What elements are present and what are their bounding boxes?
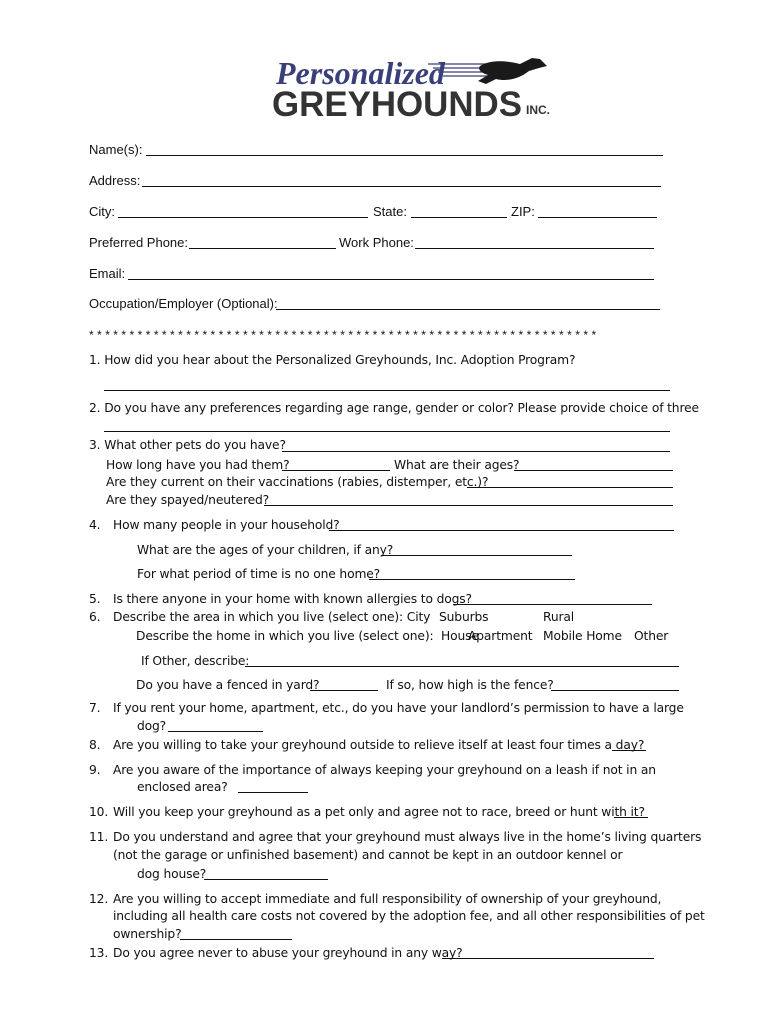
q3-answer-field[interactable] — [282, 451, 670, 452]
q11-text-cont1: (not the garage or unfinished basement) and cannot be kept in an outdoor kennel or — [113, 848, 623, 862]
q13-number: 13. — [89, 946, 109, 960]
city-label: City: — [89, 204, 115, 219]
email-field[interactable] — [128, 279, 654, 280]
address-label: Address: — [89, 173, 141, 188]
q9-number: 9. — [89, 763, 101, 777]
q7-text-cont: dog? — [137, 719, 167, 733]
q12-text: Are you willing to accept immediate and full responsibility of ownership of your greyhound, — [113, 892, 662, 906]
greyhound-silhouette-icon — [428, 58, 547, 84]
q6b-option-other[interactable]: Other — [634, 629, 669, 643]
q6-option-suburbs[interactable]: Suburbs — [439, 610, 489, 624]
q11-text: Do you understand and agree that your greyhound must always live in the home’s living quarters — [113, 830, 702, 844]
q6-option-rural[interactable]: Rural — [543, 610, 575, 624]
q2-text: 2. Do you have any preferences regarding age range, gender or color? Please provide choice of three — [89, 401, 699, 415]
q3d-answer-field[interactable] — [264, 505, 673, 506]
logo-main-text: GREYHOUNDS — [272, 85, 522, 124]
occupation-label: Occupation/Employer (Optional): — [89, 296, 278, 311]
q1-text: 1. How did you hear about the Personalized Greyhounds, Inc. Adoption Program? — [89, 353, 576, 367]
q3c-text: Are they current on their vaccinations (rabies, distemper, etc.)? — [106, 475, 489, 489]
q3c-answer-field[interactable] — [467, 487, 673, 488]
q6b-option-apartment[interactable]: Apartment — [468, 629, 533, 643]
q11-number: 11. — [89, 830, 109, 844]
city-field[interactable] — [118, 217, 368, 218]
logo-suffix-text: INC. — [526, 103, 550, 117]
q6d-answer-field[interactable] — [310, 690, 378, 691]
work-phone-field[interactable] — [415, 248, 654, 249]
q9-text-cont: enclosed area? — [137, 780, 228, 794]
q4-number: 4. — [89, 518, 101, 532]
q8-number: 8. — [89, 738, 101, 752]
q10-text: Will you keep your greyhound as a pet only and agree not to race, breed or hunt with it? — [113, 805, 645, 819]
q12-answer-field[interactable] — [180, 939, 292, 940]
q3-text: 3. What other pets do you have? — [89, 438, 286, 452]
q13-text: Do you agree never to abuse your greyhound in any way? — [113, 946, 463, 960]
q3b-text: What are their ages? — [394, 458, 520, 472]
q6b-option-mobile-home[interactable]: Mobile Home — [543, 629, 622, 643]
q13-answer-field[interactable] — [442, 958, 654, 959]
q11-answer-field[interactable] — [204, 879, 328, 880]
company-logo — [268, 46, 568, 124]
state-field[interactable] — [411, 217, 507, 218]
q6e-answer-field[interactable] — [551, 690, 679, 691]
logo-script-text: Personalized — [276, 55, 445, 91]
q3a-answer-field[interactable] — [282, 470, 390, 471]
q7-answer-field[interactable] — [168, 731, 263, 732]
q10-answer-field[interactable] — [614, 817, 648, 818]
q7-text: If you rent your home, apartment, etc., do you have your landlord’s permission to have a large — [113, 701, 684, 715]
q5-number: 5. — [89, 592, 101, 606]
q6c-text: If Other, describe: — [141, 654, 250, 668]
state-label: State: — [373, 204, 407, 219]
q10-number: 10. — [89, 805, 109, 819]
q4a-answer-field[interactable] — [381, 555, 572, 556]
q2-answer-field[interactable] — [104, 431, 670, 432]
preferred-phone-field[interactable] — [189, 248, 336, 249]
q12-text-cont2: ownership? — [113, 927, 182, 941]
preferred-phone-label: Preferred Phone: — [89, 235, 189, 250]
q4a-text: What are the ages of your children, if any? — [137, 543, 394, 557]
q1-answer-field[interactable] — [104, 390, 670, 391]
q3a-text: How long have you had them? — [106, 458, 290, 472]
email-label: Email: — [89, 266, 126, 281]
q6b-text: Describe the home in which you live (select one): House — [136, 629, 479, 643]
q6d-text: Do you have a fenced in yard? — [136, 678, 320, 692]
address-field[interactable] — [142, 186, 661, 187]
q8-answer-field[interactable] — [612, 750, 646, 751]
q5-text: Is there anyone in your home with known allergies to dogs? — [113, 592, 472, 606]
q7-number: 7. — [89, 701, 101, 715]
occupation-field[interactable] — [276, 309, 660, 310]
q3b-answer-field[interactable] — [514, 470, 673, 471]
section-separator: * * * * * * * * * * * * * * * * * * * * * * * * * * * * * * * * * * * * * * * * * * * * * * * * * * * * * * * * * * * * * * * — [89, 328, 597, 342]
q6c-answer-field[interactable] — [245, 666, 679, 667]
q9-answer-field[interactable] — [238, 792, 308, 793]
q6-number: 6. — [89, 610, 101, 624]
q8-text: Are you willing to take your greyhound outside to relieve itself at least four times a day? — [113, 738, 645, 752]
work-phone-label: Work Phone: — [339, 235, 414, 250]
q6-text: Describe the area in which you live (select one): City — [113, 610, 431, 624]
zip-label: ZIP: — [511, 204, 535, 219]
q9-text: Are you aware of the importance of always keeping your greyhound on a leash if not in an — [113, 763, 656, 777]
zip-field[interactable] — [538, 217, 657, 218]
q3d-text: Are they spayed/neutered? — [106, 493, 270, 507]
q4-text: How many people in your household? — [113, 518, 340, 532]
q6e-text: If so, how high is the fence? — [386, 678, 554, 692]
names-label: Name(s): — [89, 142, 143, 157]
names-field[interactable] — [146, 155, 663, 156]
q12-number: 12. — [89, 892, 109, 906]
q5-answer-field[interactable] — [453, 604, 652, 605]
q4-answer-field[interactable] — [329, 530, 674, 531]
q12-text-cont1: including all health care costs not covered by the adoption fee, and all other responsibilities of pet — [113, 909, 705, 923]
q11-text-cont2: dog house? — [137, 867, 207, 881]
q4b-answer-field[interactable] — [369, 579, 575, 580]
q4b-text: For what period of time is no one home? — [137, 567, 381, 581]
